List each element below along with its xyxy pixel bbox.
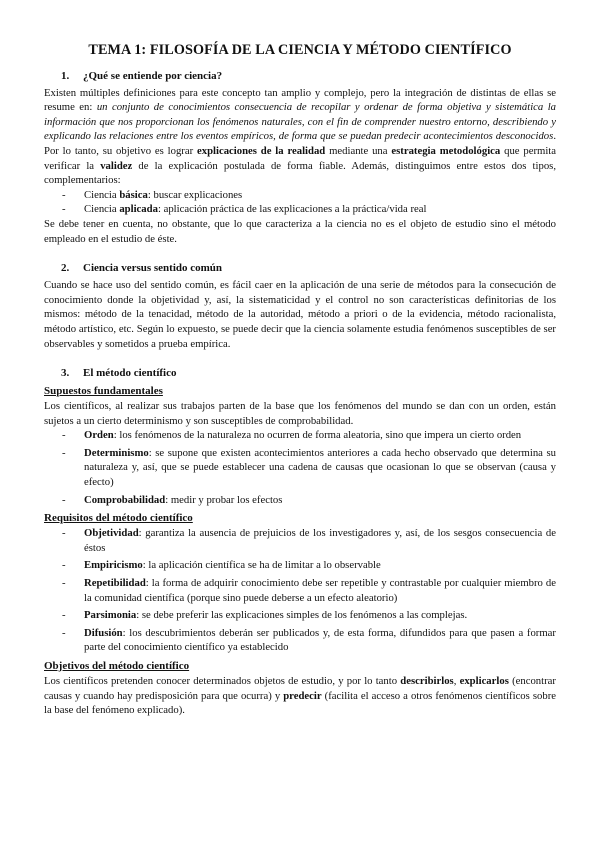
dash-bullet: -: [62, 446, 66, 459]
text-run: mediante una: [325, 144, 392, 157]
list-item: [44, 493, 556, 508]
bold-term: explicaciones de la realidad: [196, 144, 326, 157]
bold-term: básica: [119, 188, 148, 201]
bold-term: Comprobabilidad: [84, 493, 166, 506]
list-item: [44, 526, 556, 555]
bold-term: Determinismo: [84, 446, 149, 459]
text-run: : garantiza la ausencia de prejuicios de los investigadores y, así, de los sesgos consecuencia de éstos: [84, 527, 556, 554]
dash-bullet: -: [62, 429, 66, 442]
dash-bullet: -: [62, 577, 66, 590]
bold-term: Difusión: [84, 626, 123, 639]
bold-term: aplicada: [119, 203, 158, 216]
text-run: de la explicación postulada de forma fiable. Además, distinguimos entre estos dos tipos, complementarios:: [44, 159, 557, 187]
dash-bullet: -: [62, 527, 66, 540]
text-run: : aplicación práctica de las explicaciones a la práctica/vida real: [157, 203, 427, 216]
bold-term: validez: [100, 159, 133, 172]
bold-term: Orden: [84, 429, 114, 442]
text-run: : los descubrimientos deberán ser publicados y, de esta forma, difundidos para que pasen a formar parte del conocimiento científico ya establecido: [84, 626, 556, 654]
section-1-note: Se debe tener en cuenta, no obstante, que lo que caracteriza a la ciencia no es el objeto de estudio sino el método empleado en el estudio de éste.: [44, 217, 556, 245]
text-run: : se debe preferir las explicaciones simples de los fenómenos a las complejas.: [136, 609, 468, 622]
section-2-paragraph: Cuando se hace uso del sentido común, es fácil caer en la aplicación de una serie de métodos para la consecución de conocimiento donde la objetividad y, así, la sistematicidad y el control no son características definitorias de los mismos: método de la tenacidad, método de la autoridad, método a priori o de la evidencia, método racionalista, método artístico, etc. Según lo expuesto, se puede decir que la ciencia solamente estudia fenómenos susceptibles de ser observables y sometidos a prueba empírica.: [44, 279, 556, 350]
text-run: ,: [453, 675, 460, 687]
dash-bullet: -: [62, 188, 66, 201]
supuestos-paragraph: Los científicos, al realizar sus trabajos parten de la base que los fenómenos del mundo se dan con un orden, están sujetos a un cierto determinismo y son susceptibles de comprobabilidad.: [44, 400, 556, 427]
supuestos-list: [44, 428, 556, 507]
text-run: . Por lo tanto, su objetivo es lograr: [44, 130, 556, 157]
text-run: : los fenómenos de la naturaleza no ocurren de forma aleatoria, sino que impera un cierto orden: [113, 429, 522, 442]
list-item: [44, 446, 556, 490]
text-run: Existen múltiples definiciones para este concepto tan amplio y complejo, pero la integración de distintas de ellas se resume en:: [44, 86, 556, 114]
dash-bullet: -: [62, 559, 66, 572]
section-title: ¿Qué se entiende por ciencia?: [83, 69, 223, 82]
section-number: 3.: [61, 367, 70, 380]
bold-term: Empiricismo: [84, 559, 143, 572]
requisitos-list: [44, 526, 556, 655]
section-2-heading: [44, 260, 556, 276]
section-1-paragraph: [44, 86, 556, 188]
subheading-requisitos: Requisitos del método científico: [44, 512, 193, 525]
subheading-objetivos: Objetivos del método científico: [44, 660, 190, 672]
subheading-supuestos: Supuestos fundamentales: [44, 385, 163, 398]
list-item: [44, 608, 556, 623]
list-item: [44, 558, 556, 573]
text-run: (encontrar causas y cuando hay predisposición para que ocurra) y: [44, 675, 556, 702]
list-item: [44, 626, 556, 655]
bold-term: Parsimonia: [84, 609, 137, 622]
definition-italic: un conjunto de conocimientos consecuencia de recopilar y ordenar de forma objetiva y sistemática la información que nos proporcionan los fenómenos naturales, con el fin de comprender nuestro entorno, describiendo y explicando las relaciones entre los eventos empíricos, de forma que se puedan predecir acontecimientos desconocidos: [44, 101, 557, 143]
dash-bullet: -: [62, 493, 66, 506]
section-number: 1.: [61, 69, 70, 82]
text-run: : se supone que existen acontecimientos anteriores a cada hecho observado que determina su naturaleza y, así, que se puede establecer una cadena de causas que ocasionan lo que se observan (causa y efecto): [84, 446, 556, 489]
list-item: [44, 202, 556, 217]
text-run: : la aplicación científica se ha de limitar a lo observable: [142, 559, 381, 572]
section-title: El método científico: [83, 367, 177, 380]
text-run: que permita verificar la: [44, 144, 557, 172]
bold-term: estrategia metodológica: [391, 144, 501, 157]
bold-term: Objetividad: [84, 527, 139, 540]
section-3-heading: [44, 365, 556, 381]
bold-term: explicarlos: [459, 675, 509, 687]
dash-bullet: -: [62, 203, 66, 216]
text-run: : medir y probar los efectos: [165, 493, 283, 506]
bold-term: describirlos: [400, 675, 454, 687]
dash-bullet: -: [62, 609, 66, 622]
objetivos-paragraph: [44, 674, 556, 718]
text-run: : la forma de adquirir conocimiento debe ser repetible y contrastable por cualquier miembro de la comunidad científica (porque sino puede deberse a un efecto aleatorio): [84, 577, 556, 604]
text-run: Los científicos pretenden conocer determinados objetos de estudio, y por lo tanto: [44, 675, 401, 687]
list-item: [44, 188, 556, 203]
text-run: Ciencia: [84, 188, 120, 201]
bold-term: predecir: [283, 689, 322, 702]
section-title: Ciencia versus sentido común: [83, 262, 223, 275]
bold-term: Repetibilidad: [84, 577, 146, 590]
dash-bullet: -: [62, 626, 66, 639]
list-item: [44, 428, 556, 443]
science-types-list: [44, 188, 556, 217]
list-item: [44, 576, 556, 605]
section-number: 2.: [61, 262, 70, 275]
text-run: : buscar explicaciones: [147, 188, 243, 201]
document-title: TEMA 1: FILOSOFÍA DE LA CIENCIA Y MÉTODO CIENTÍFICO: [88, 42, 512, 58]
text-run: Ciencia: [84, 203, 120, 216]
section-1-heading: [44, 68, 556, 84]
text-run: (facilita el acceso a otros fenómenos científicos sobre la base del fenómeno explicado).: [44, 689, 556, 717]
